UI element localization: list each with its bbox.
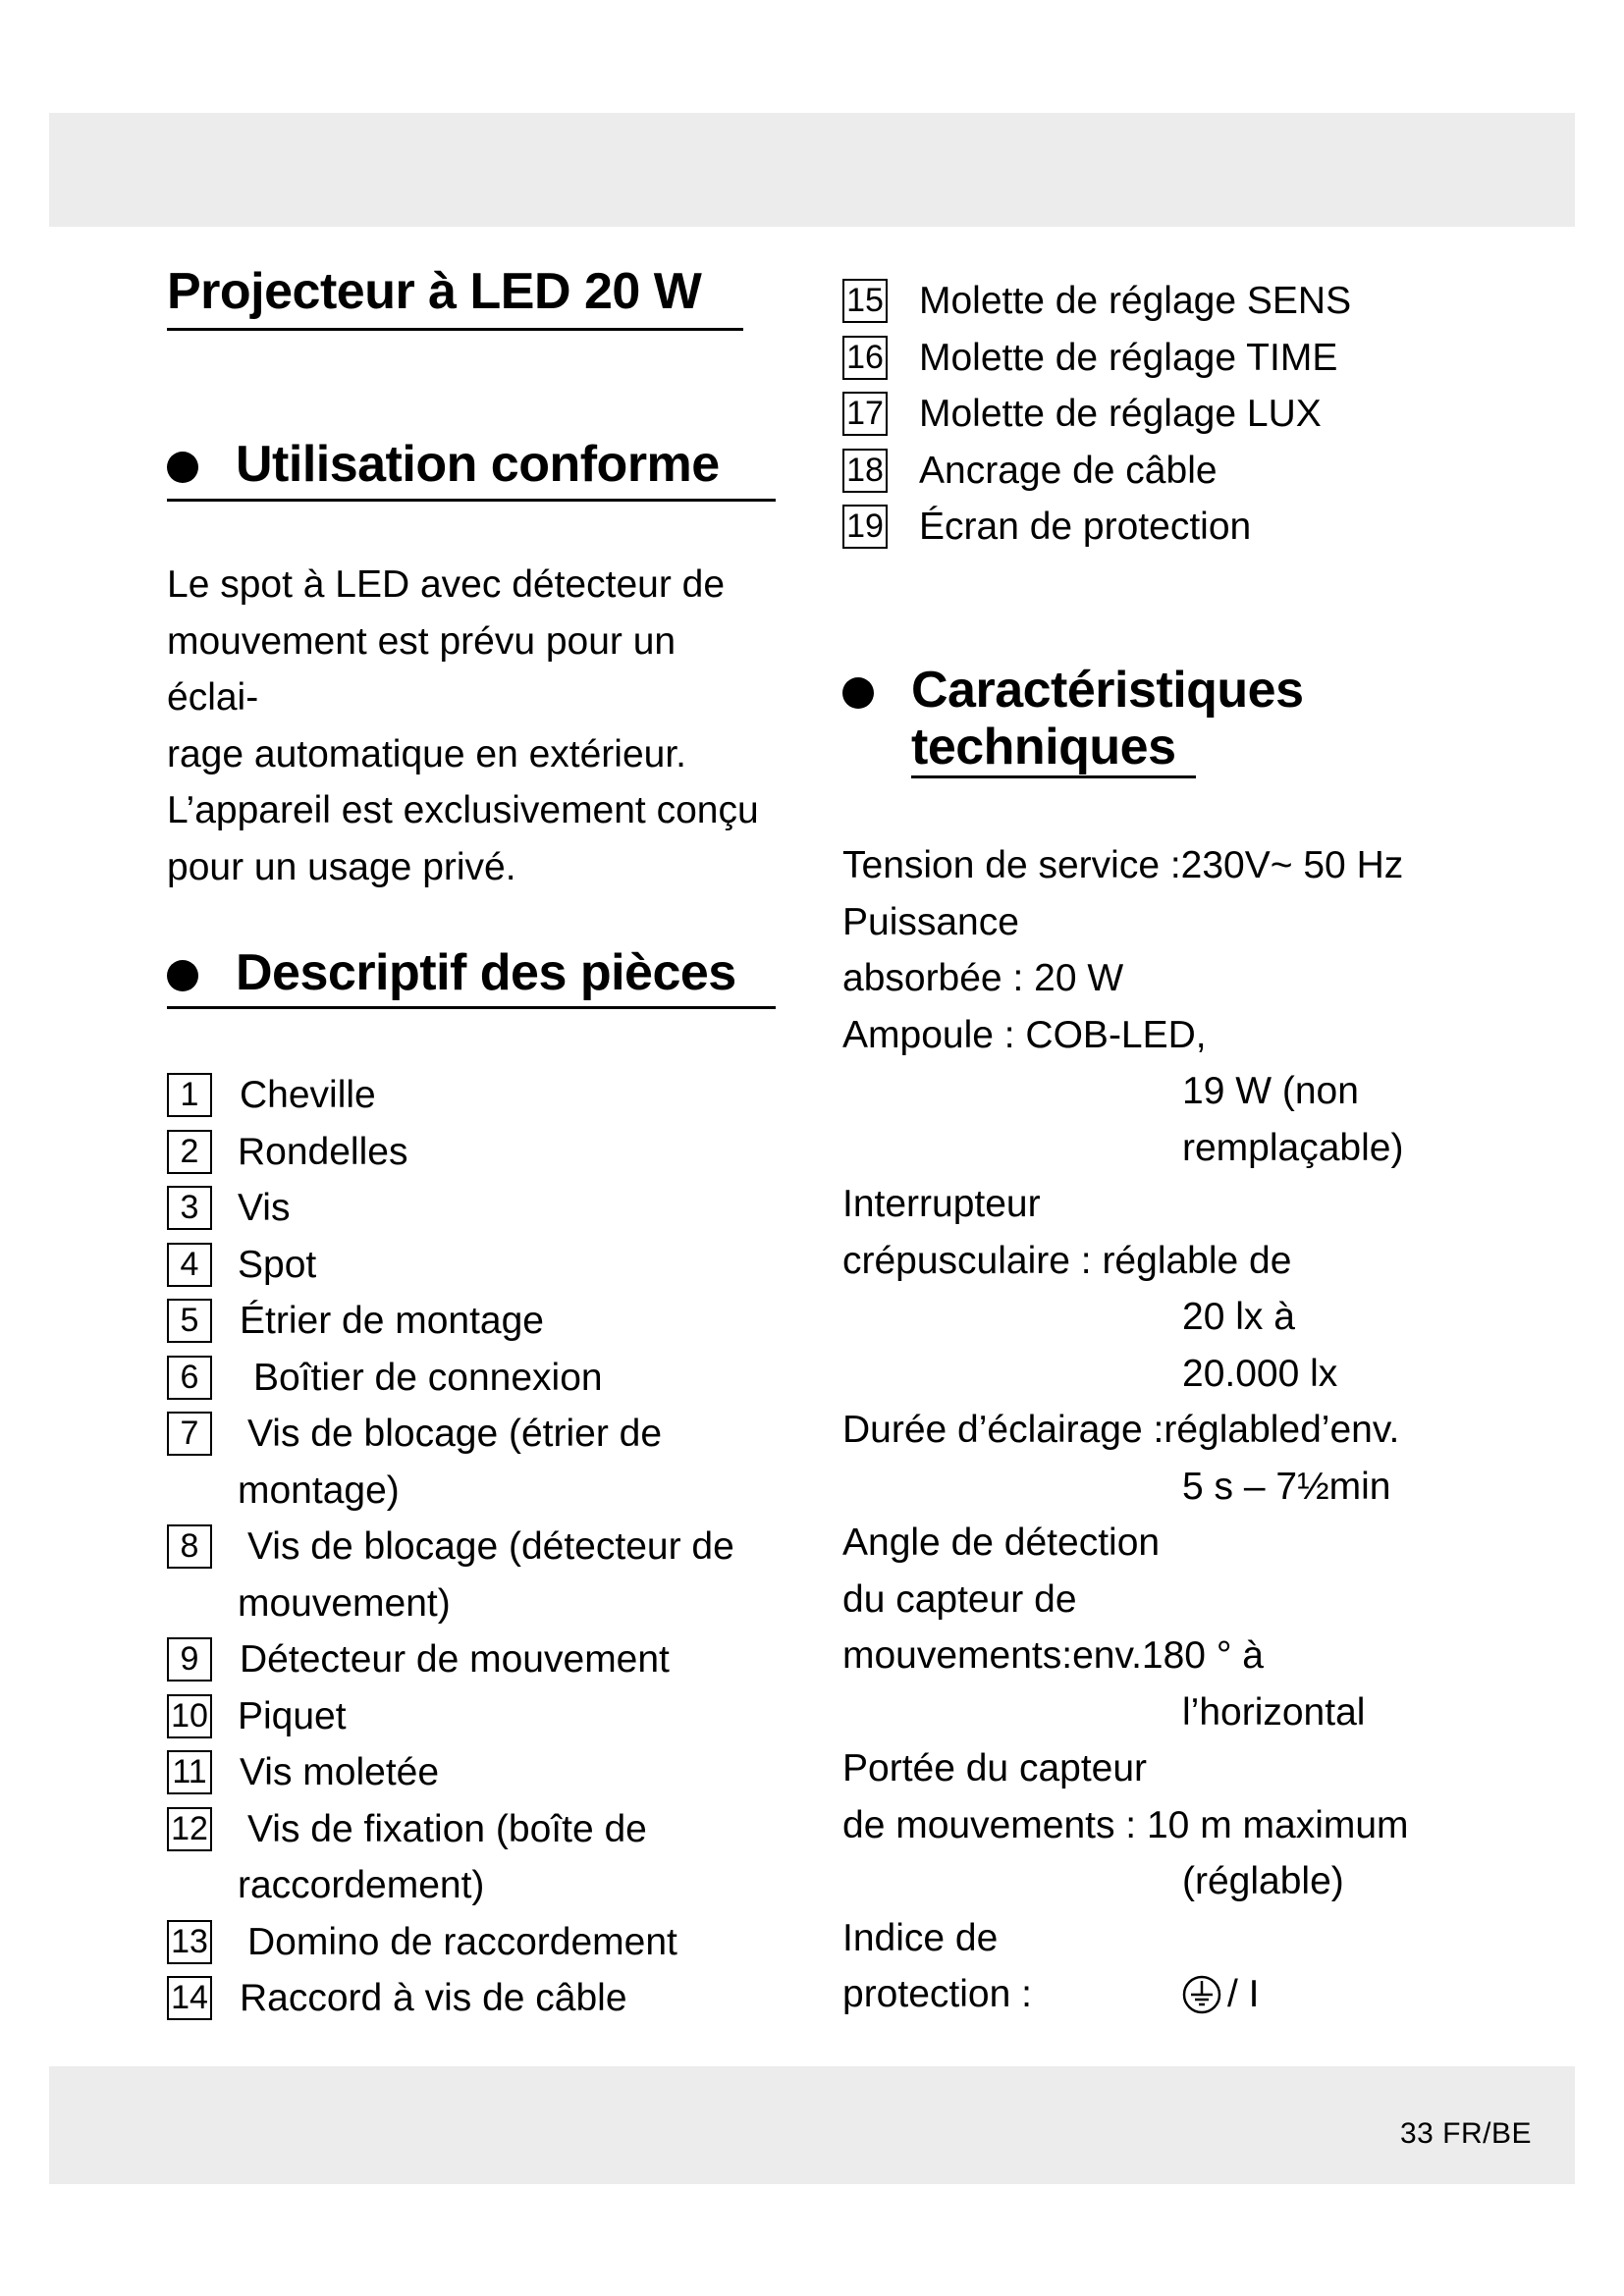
- item-number-box: 9: [167, 1637, 212, 1682]
- item-label: Molette de réglage TIME: [919, 336, 1338, 379]
- list-item: [842, 386, 1520, 443]
- page-number: 33 FR/BE: [1399, 2117, 1532, 2150]
- spec-text: crépusculaire : réglable de: [842, 1239, 1292, 1282]
- list-item: [167, 1067, 795, 1124]
- spec-value: (réglable): [1182, 1860, 1344, 1902]
- spec-text: Durée d’éclairage :réglabled’env.: [842, 1409, 1400, 1451]
- title-underline: [167, 328, 743, 331]
- paragraph-line: pour un usage privé.: [167, 845, 516, 888]
- spec-text: Angle de détection: [842, 1522, 1161, 1564]
- list-item: [167, 1124, 795, 1181]
- section-heading-parts-text: Descriptif des pièces: [236, 944, 736, 1001]
- spec-line: [842, 1853, 1520, 1910]
- item-label: Étrier de montage: [240, 1300, 545, 1342]
- item-label: Ancrage de câble: [919, 449, 1218, 492]
- section-heading-specs-line: techniques: [911, 719, 1176, 775]
- spec-text: Ampoule : COB-LED,: [842, 1013, 1207, 1056]
- item-label: Domino de raccordement: [247, 1920, 677, 1963]
- spec-line: [842, 1402, 1520, 1459]
- spec-line: [842, 1740, 1520, 1797]
- list-item: [167, 1293, 795, 1350]
- item-number-box: 10: [167, 1694, 212, 1738]
- item-number-box: 18: [842, 449, 888, 493]
- product-title-text: Projecteur à LED 20 W: [167, 263, 702, 320]
- item-label: Rondelles: [238, 1130, 408, 1173]
- list-item: [167, 1744, 795, 1801]
- section-underline: [167, 1006, 776, 1009]
- item-number-box: 6: [167, 1356, 212, 1400]
- spec-line: [842, 1063, 1520, 1120]
- item-number-box: 7: [167, 1412, 212, 1456]
- paragraph-line: Le spot à LED avec détecteur de: [167, 563, 726, 606]
- spec-value: / I: [1227, 1973, 1260, 2015]
- use-paragraph: [167, 557, 776, 895]
- item-label: Cheville: [240, 1074, 376, 1116]
- spec-value: l’horizontal: [1182, 1690, 1366, 1734]
- item-label: Spot: [238, 1243, 317, 1286]
- parts-list-continued: [842, 273, 1520, 556]
- item-number-box: 2: [167, 1130, 212, 1174]
- spec-line: [842, 1910, 1520, 1967]
- item-label: Molette de réglage LUX: [919, 393, 1322, 435]
- list-item: [167, 1350, 795, 1407]
- item-label: Vis: [238, 1187, 291, 1229]
- section-heading-specs: [911, 662, 1304, 775]
- spec-text: Indice de: [842, 1916, 999, 1959]
- item-number-box: 1: [167, 1073, 212, 1117]
- spec-line: [842, 1515, 1520, 1572]
- spec-line: [842, 1797, 1520, 1854]
- list-item: [167, 1801, 795, 1914]
- list-item: [842, 443, 1520, 500]
- spec-text: absorbée : 20 W: [842, 957, 1124, 999]
- bullet-icon: [167, 960, 198, 991]
- spec-line: [842, 1966, 1520, 2023]
- list-item: [167, 1180, 795, 1237]
- item-label: Molette de réglage SENS: [919, 280, 1352, 322]
- list-item: [167, 1970, 795, 2027]
- spec-line: [842, 894, 1520, 951]
- item-number-box: 19: [842, 505, 888, 549]
- protective-earth-icon: [1182, 1975, 1221, 2014]
- section-underline: [167, 499, 776, 502]
- footer-band: [49, 2066, 1575, 2184]
- item-number-box: 12: [167, 1807, 212, 1851]
- spec-value: 19 W (non: [1182, 1070, 1359, 1112]
- spec-line: [842, 1572, 1520, 1629]
- item-label: Détecteur de mouvement: [240, 1638, 670, 1681]
- spec-line: [842, 1346, 1520, 1403]
- spec-text: protection :: [842, 1973, 1032, 2015]
- item-number-box: 13: [167, 1920, 212, 1964]
- spec-line: [842, 1233, 1520, 1290]
- list-item: [842, 499, 1520, 556]
- section-heading-parts: [236, 944, 736, 1001]
- item-label-continued: raccordement): [238, 1864, 485, 1906]
- list-item: [842, 273, 1520, 330]
- item-label: Vis de blocage (détecteur de: [247, 1525, 734, 1568]
- spec-line: [842, 1289, 1520, 1346]
- spec-line: [842, 1120, 1520, 1177]
- spec-text: Puissance: [842, 900, 1019, 943]
- list-item: [167, 1631, 795, 1688]
- spec-value: 20.000 lx: [1182, 1352, 1338, 1395]
- parts-list: [167, 1067, 795, 2027]
- item-number-box: 16: [842, 336, 888, 380]
- item-number-box: 3: [167, 1186, 212, 1230]
- spec-line: [842, 950, 1520, 1007]
- product-title: [167, 263, 701, 320]
- item-label: Vis de fixation (boîte de: [247, 1807, 647, 1850]
- header-band: [49, 113, 1575, 227]
- spec-text: mouvements:env.180 ° à: [842, 1634, 1264, 1677]
- spec-text: Portée du capteur: [842, 1747, 1148, 1789]
- item-number-box: 5: [167, 1299, 212, 1343]
- paragraph-line: L’appareil est exclusivement conçu: [167, 789, 759, 831]
- item-label: Écran de protection: [919, 506, 1252, 548]
- spec-line: [842, 1459, 1520, 1516]
- item-label-continued: montage): [238, 1468, 400, 1512]
- item-label-continued: mouvement): [238, 1581, 451, 1625]
- spec-line: [842, 1684, 1520, 1741]
- item-label: Boîtier de connexion: [253, 1356, 603, 1399]
- spec-value: 20 lx à: [1182, 1296, 1295, 1338]
- bullet-icon: [167, 452, 198, 483]
- spec-line: [842, 1007, 1520, 1064]
- spec-text: de mouvements : 10 m maximum: [842, 1803, 1409, 1846]
- section-underline: [911, 775, 1196, 778]
- specs-list: [842, 837, 1520, 2023]
- spec-text: du capteur de: [842, 1577, 1077, 1621]
- item-number-box: 11: [167, 1750, 212, 1794]
- list-item: [167, 1914, 795, 1971]
- spec-value: remplaçable): [1182, 1126, 1404, 1169]
- item-label: Vis moletée: [240, 1751, 440, 1793]
- item-label: Raccord à vis de câble: [240, 1977, 627, 2019]
- section-heading-use-text: Utilisation conforme: [236, 436, 720, 493]
- list-item: [167, 1519, 795, 1631]
- spec-text: Interrupteur: [842, 1183, 1041, 1225]
- paragraph-line: mouvement est prévu pour un éclai-: [167, 619, 677, 719]
- paragraph-line: rage automatique en extérieur.: [167, 732, 687, 775]
- spec-value: 5 s – 7½min: [1182, 1465, 1391, 1508]
- list-item: [167, 1237, 795, 1294]
- item-number-box: 17: [842, 392, 888, 436]
- spec-line: [842, 1176, 1520, 1233]
- section-heading-use: [236, 436, 720, 493]
- spec-line: [842, 837, 1520, 894]
- bullet-icon: [842, 677, 874, 709]
- item-number-box: 4: [167, 1243, 212, 1287]
- item-label: Piquet: [238, 1694, 347, 1737]
- item-number-box: 14: [167, 1976, 212, 2020]
- item-label: Vis de blocage (étrier de: [247, 1413, 663, 1455]
- item-number-box: 15: [842, 279, 888, 323]
- spec-text: Tension de service :230V~ 50 Hz: [842, 844, 1404, 886]
- item-number-box: 8: [167, 1524, 212, 1569]
- list-item: [167, 1688, 795, 1745]
- spec-line: [842, 1628, 1520, 1684]
- section-heading-specs-line: Caractéristiques: [911, 662, 1304, 719]
- list-item: [842, 330, 1520, 387]
- list-item: [167, 1406, 795, 1519]
